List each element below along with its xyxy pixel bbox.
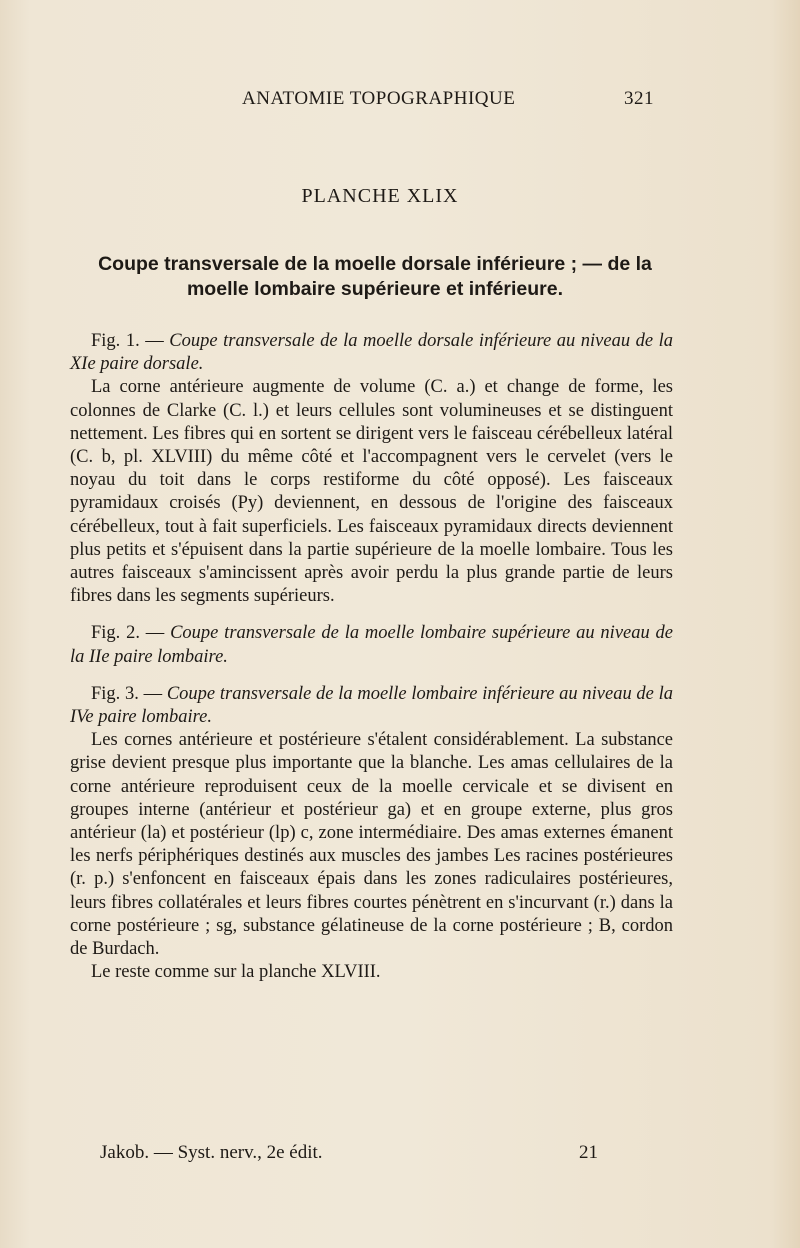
signature-number: 21 — [579, 1142, 598, 1163]
page-footer — [0, 1142, 800, 1168]
figure-2-label: Fig. 2. — — [91, 623, 171, 644]
figure-2-caption: Coupe transversale de la moelle lombaire supérieure au niveau de la IIe paire lombaire. — [70, 623, 673, 667]
figure-1-heading — [70, 330, 673, 376]
running-header — [0, 88, 800, 118]
figure-3-label: Fig. 3. — — [91, 683, 167, 704]
printer-signature: Jakob. — Syst. nerv., 2e édit. — [100, 1142, 323, 1163]
figure-3-closing-note: Le reste comme sur la planche XLVIII. — [91, 962, 381, 983]
page-number: 321 — [624, 88, 654, 109]
figure-1-label: Fig. 1. — — [91, 331, 170, 351]
body-text — [70, 330, 673, 984]
figure-1-description: La corne antérieure augmente de volume (C. a.) et change de forme, les colonnes de Clarke (C. l.) et leurs cellules sont volumineuses et se distinguent nettement. Les fibres qui en sortent se dirigent vers le faisceau cérébelleux latéral (C. b, pl. XLVIII) du même côté et l'accompagnent vers le cervelet (vers le noyau du toit dans le corps restiforme du côté opposé). Les faisceaux pyramidaux croisés (Py) deviennent, en dessous de l'origine des faisceaux cérébelleux, tout à fait superficiels. Les faisceaux pyramidaux directs deviennent plus petits et s'épuisent dans la partie supérieure de la moelle lombaire. Tous les autres faisceaux s'amincissent après avoir perdu la plus grande partie de leurs fibres dans les segments supérieurs. — [70, 377, 673, 607]
figure-1-caption: Coupe transversale de la moelle dorsale inférieure au niveau de la XIe paire dorsale. — [70, 331, 673, 375]
figure-3-caption: Coupe transversale de la moelle lombaire inférieure au niveau de la IVe paire lombaire. — [70, 683, 673, 728]
plate-title: PLANCHE XLIX — [301, 185, 459, 207]
section-headline: Coupe transversale de la moelle dorsale inférieure ; — de la moelle lombaire supérieure et inférieure. — [98, 253, 652, 300]
figure-2-heading — [70, 622, 673, 668]
running-title: ANATOMIE TOPOGRAPHIQUE — [242, 88, 516, 109]
figure-3-description: Les cornes antérieure et postérieure s'étalent considérablement. La substance grise devient presque plus importante que la blanche. Les amas cellulaires de la corne antérieure reproduisent ceux de la moelle cervicale et se divisent en groupes interne (antérieur et postérieur ga) et en groupe externe, plus gros antérieur (la) et postérieur (lp) c, zone intermédiaire. Des amas externes émanent les nerfs périphériques destinés aux muscles des jambes Les racines postérieures (r. p.) s'enfoncent en faisceaux épais dans les zones radiculaires postérieures, leurs fibres collatérales et leurs fibres courtes pénètrent en s'incurvant (r.) dans la corne postérieure ; sg, substance gélatineuse de la corne postérieure ; B, cordon de Burdach. — [70, 730, 673, 960]
figure-3-heading — [70, 683, 673, 729]
